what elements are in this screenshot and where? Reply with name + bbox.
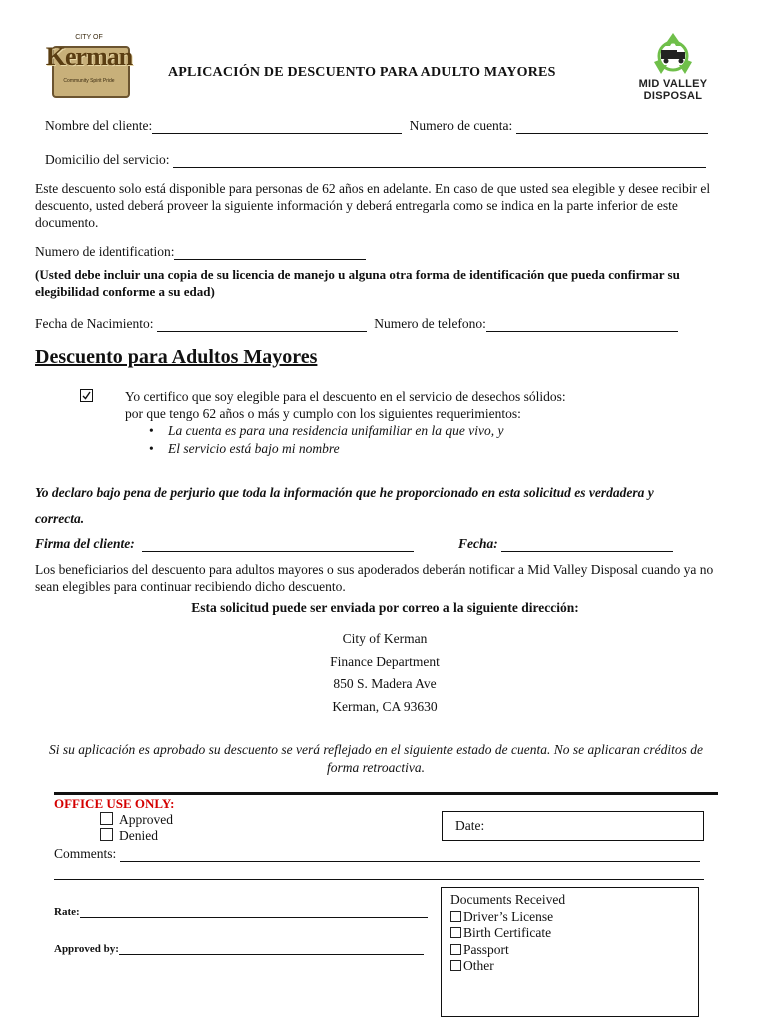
date-box[interactable] [442,811,704,841]
doc-option[interactable] [450,925,565,942]
logo-line-2: DISPOSAL [643,90,703,102]
certify-checkbox[interactable] [80,389,93,406]
mail-heading: Esta solicitud puede ser enviada por correo a la siguiente dirección: [191,600,579,615]
id-number-label: Numero de identification: [35,244,175,259]
approved-checkbox[interactable] [100,812,113,825]
address-line: 850 S. Madera Ave [333,676,437,691]
logo-city-text: CITY OF [75,34,103,41]
phone-number-field[interactable] [486,319,678,332]
signature-date-row [458,536,673,552]
phone-number-label: Numero de telefono: [374,316,486,331]
service-address-row [45,152,706,168]
doc-label: Passport [463,941,509,957]
service-address-field[interactable] [173,155,706,168]
customer-name-field[interactable] [152,121,402,134]
list-item: • La cuenta es para una residencia unifamiliar en la que vivo, y [146,422,503,440]
rate-row [54,905,428,918]
checkmark-icon [80,389,93,402]
certify-line-2: por que tengo 62 años o más y cumplo con los siguientes requerimientos: [125,406,521,421]
list-item: • El servicio está bajo mi nombre [146,440,503,458]
mailing-address [0,628,770,718]
address-line: Kerman, CA 93630 [332,698,438,714]
doc-label: Birth Certificate [463,925,552,940]
comments-label: Comments: [54,846,117,861]
requirements-list [146,422,503,458]
logo-tagline: Community Spirit Pride [63,78,115,84]
customer-name-label: Nombre del cliente: [45,118,153,133]
office-divider [54,792,718,795]
approved-by-row [54,942,424,955]
rate-field[interactable] [80,905,428,918]
logo-line-1: MID VALLEY [638,78,708,90]
birth-date-field[interactable] [157,319,367,332]
signature-field[interactable] [142,539,414,552]
approved-by-field[interactable] [119,942,424,955]
customer-name-row [45,118,708,134]
birth-date-label: Fecha de Nacimiento: [35,316,154,331]
logo-name-text: Kerman [45,42,133,71]
id-number-row [35,244,366,260]
id-number-field[interactable] [174,247,366,260]
doc-label: Other [463,958,494,973]
doc-label: Driver’s License [463,908,554,924]
doc-checkbox[interactable] [450,960,461,971]
declaration-line-2: correcta. [35,511,85,526]
signature-date-label: Fecha: [458,536,498,551]
section-heading: Descuento para Adultos Mayores [35,346,318,368]
comments-field[interactable] [120,849,700,862]
beneficiaries-note: Los beneficiarios del descuento para adultos mayores o sus apoderados deberán notificar a Mid Valley Disposal cuando ya no sean elegibles para continuar recibiendo dicho descuento. [35,562,714,594]
service-address-label: Domicilio del servicio: [45,152,170,167]
form-title: APLICACIÓN DE DESCUENTO PARA ADULTO MAYORES [168,65,556,80]
certify-text [125,388,566,422]
date-label: Date: [455,818,485,833]
signature-row [35,536,414,552]
city-of-kerman-logo [40,32,138,96]
doc-checkbox[interactable] [450,927,461,938]
recycle-truck-icon [648,30,698,74]
doc-checkbox[interactable] [450,911,461,922]
approved-by-label: Approved by: [54,943,119,955]
rate-label: Rate: [54,906,80,918]
declaration-line-1: Yo declaro bajo pena de perjurio que toda la información que he proporcionado en esta solicitud es verdadera y [35,485,654,500]
certify-line-1: Yo certifico que soy elegible para el descuento en el servicio de desechos sólidos: [125,389,566,404]
approval-options [100,812,173,844]
approved-option[interactable] [100,812,173,828]
denied-checkbox[interactable] [100,828,113,841]
denied-label: Denied [119,828,158,843]
approval-note: Si su aplicación es aprobado su descuento se verá reflejado en el siguiente estado de cuenta. No se aplicaran créditos de forma retroactiva. [49,742,703,775]
documents-title: Documents Received [450,892,566,907]
account-number-field[interactable] [516,121,708,134]
mid-valley-disposal-logo [632,30,714,104]
id-note: (Usted debe incluir una copia de su licencia de manejo u alguna otra forma de identificación que pueda confirmar su elegibilidad conforme a su edad) [35,267,680,299]
signature-label: Firma del cliente: [35,536,135,551]
doc-option[interactable] [450,909,565,926]
address-line: Finance Department [330,653,440,669]
comments-row [54,846,700,862]
denied-option[interactable] [100,828,173,844]
documents-received-box [441,887,699,1017]
intro-paragraph: Este descuento solo está disponible para personas de 62 años en adelante. En caso de que usted sea elegible y desee recibir el descuento, usted deberá proveer la siguiente información y deberá entregarla como se indica en la parte inferior de este documento. [35,181,711,230]
doc-option[interactable] [450,942,565,959]
approved-label: Approved [119,812,173,827]
office-use-label: OFFICE USE ONLY: [54,796,175,811]
address-line: City of Kerman [342,631,428,646]
account-number-label: Numero de cuenta: [409,118,513,133]
doc-option[interactable] [450,958,565,975]
signature-date-field[interactable] [501,539,673,552]
documents-list [450,892,565,975]
doc-checkbox[interactable] [450,944,461,955]
birth-phone-row [35,316,678,332]
comments-extra-line[interactable] [54,879,704,880]
